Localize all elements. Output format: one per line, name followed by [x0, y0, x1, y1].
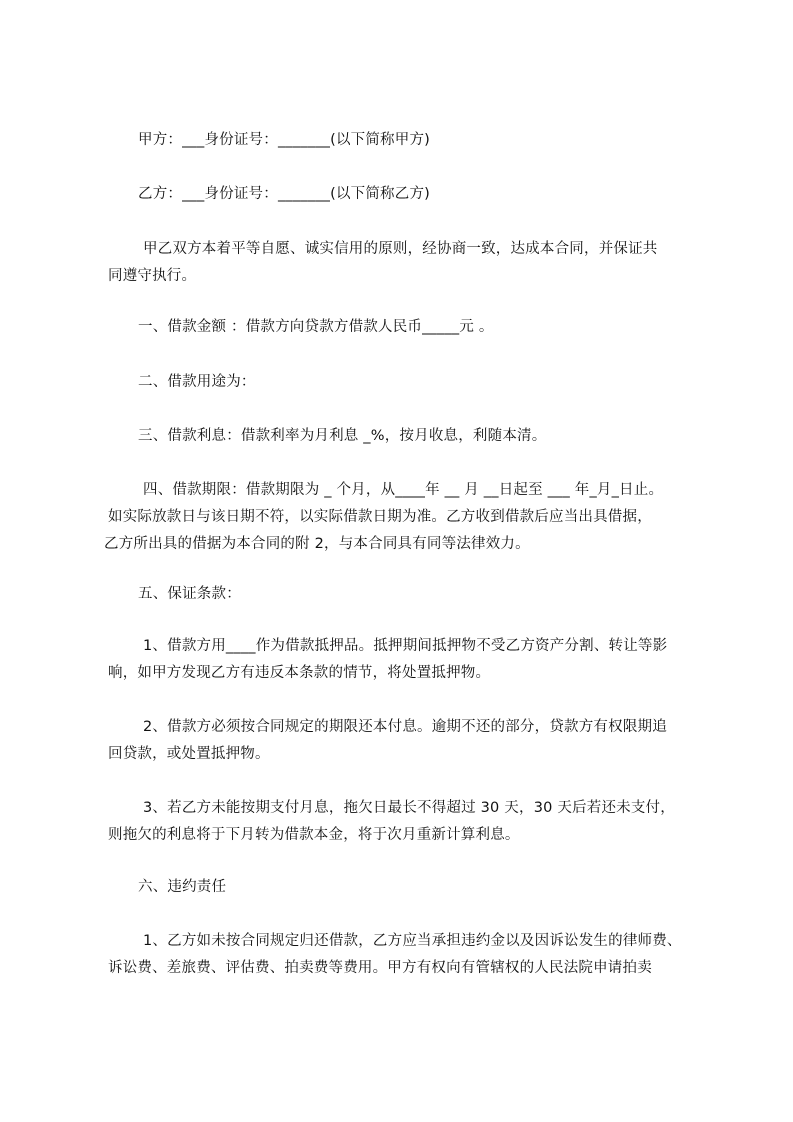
clause-4-line-1: 四、借款期限：借款期限为 _ 个月，从____年 __ 月 __日起至 ___ 年_月_日止。	[143, 482, 664, 498]
clause-5-item-3-line-1: 3、若乙方未能按期支付月息，拖欠日最长不得超过 30 天，30 天后若还未支付，	[143, 800, 675, 816]
clause-3-interest: 三、借款利息：借款利率为月利息 _%，按月收息，利随本清。	[138, 428, 547, 444]
clause-4-line-2: 如实际放款日与该日期不符，以实际借款日期为准。乙方收到借款后应当出具借据，	[108, 509, 652, 525]
clause-4-line-3: 乙方所出具的借据为本合同的附 2，与本合同具有同等法律效力。	[104, 536, 530, 552]
intro-line-1: 甲乙双方本着平等自愿、诚实信用的原则，经协商一致，达成本合同，并保证共	[143, 241, 658, 257]
clause-6-title: 六、违约责任	[138, 879, 227, 895]
clause-6-item-1-line-1: 1、乙方如未按合同规定归还借款，乙方应当承担违约金以及因诉讼发生的律师费、	[143, 933, 682, 949]
clause-5-item-2-line-1: 2、借款方必须按合同规定的期限还本付息。逾期不还的部分，贷款方有权限期追	[143, 719, 667, 735]
clause-2-purpose: 二、借款用途为：	[138, 374, 256, 390]
clause-1-amount: 一、借款金额 ：借款方向贷款方借款人民币_____元 。	[138, 319, 494, 335]
clause-5-title: 五、保证条款：	[138, 586, 241, 602]
clause-6-item-1-line-2: 诉讼费、差旅费、评估费、拍卖费等费用。甲方有权向有管辖权的人民法院申请拍卖	[108, 960, 652, 976]
clause-5-item-2-line-2: 回贷款，或处置抵押物。	[108, 746, 270, 762]
clause-5-item-3-line-2: 则拖欠的利息将于下月转为借款本金，将于次月重新计算利息。	[108, 827, 520, 843]
clause-5-item-1-line-2: 响，如甲方发现乙方有违反本条款的情节，将处置抵押物。	[108, 665, 491, 681]
party-a-line: 甲方：___身份证号：_______(以下简称甲方)	[138, 132, 431, 148]
clause-5-item-1-line-1: 1、借款方用____作为借款抵押品。抵押期间抵押物不受乙方资产分割、转让等影	[143, 638, 668, 654]
intro-line-2: 同遵守执行。	[108, 268, 197, 284]
party-b-line: 乙方：___身份证号：_______(以下简称乙方)	[138, 186, 431, 202]
